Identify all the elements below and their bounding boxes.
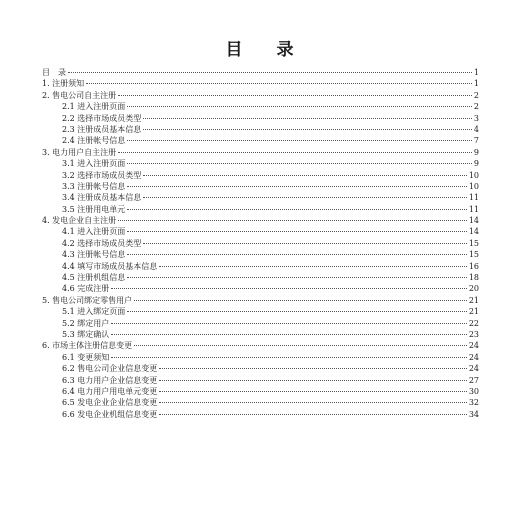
toc-dot-leader — [127, 163, 472, 164]
toc-entry-text: 2.4 注册帐号信息 — [62, 136, 126, 146]
toc-entry-text: 6.2 售电公司企业信息变更 — [62, 364, 158, 374]
toc-entry[interactable] — [42, 340, 479, 351]
toc-dot-leader — [159, 402, 467, 403]
toc-dot-leader — [86, 83, 472, 84]
toc-dot-leader — [111, 288, 467, 289]
toc-page-number: 21 — [468, 295, 479, 305]
toc-entry[interactable] — [42, 375, 479, 386]
toc-entry[interactable] — [42, 90, 479, 101]
toc-dot-leader — [127, 140, 472, 141]
toc-entry-text: 6. 市场主体注册信息变更 — [42, 341, 133, 351]
toc-page-number: 15 — [468, 250, 479, 260]
toc-page-number: 14 — [468, 216, 479, 226]
table-of-contents — [42, 67, 479, 420]
toc-page-number: 10 — [468, 181, 479, 191]
toc-entry-text: 3.2 选择市场成员类型 — [62, 170, 142, 180]
toc-dot-leader — [118, 152, 472, 153]
toc-entry[interactable] — [42, 272, 479, 283]
toc-dot-leader — [143, 118, 472, 119]
toc-dot-leader — [127, 254, 467, 255]
toc-entry-text: 5.1 进入绑定页面 — [62, 307, 126, 317]
toc-dot-leader — [68, 72, 472, 73]
toc-page-number: 3 — [473, 113, 479, 123]
toc-entry-text: 6.1 变更须知 — [62, 352, 110, 362]
toc-entry-text: 4.4 填写市场成员基本信息 — [62, 261, 158, 271]
toc-entry-text: 4.3 注册帐号信息 — [62, 250, 126, 260]
toc-dot-leader — [127, 106, 472, 107]
toc-dot-leader — [111, 357, 467, 358]
toc-entry[interactable] — [42, 67, 479, 78]
toc-dot-leader — [127, 277, 467, 278]
toc-entry[interactable] — [42, 113, 479, 124]
toc-page-number: 7 — [473, 136, 479, 146]
toc-page-number: 10 — [468, 170, 479, 180]
toc-page-number: 4 — [473, 124, 479, 134]
toc-entry[interactable] — [42, 158, 479, 169]
toc-page-number: 1 — [473, 68, 479, 77]
toc-page-number: 23 — [468, 329, 479, 339]
toc-dot-leader — [111, 323, 467, 324]
toc-dot-leader — [159, 380, 467, 381]
toc-entry[interactable] — [42, 363, 479, 374]
toc-dot-leader — [159, 391, 467, 392]
toc-page-number: 32 — [468, 398, 479, 408]
toc-entry-text: 4.6 完成注册 — [62, 284, 110, 294]
toc-page-number: 24 — [468, 352, 479, 362]
toc-entry-text: 4.5 注册机组信息 — [62, 273, 126, 283]
toc-entry[interactable] — [42, 170, 479, 181]
toc-entry[interactable] — [42, 409, 479, 420]
toc-entry[interactable] — [42, 181, 479, 192]
toc-entry-text: 3.5 注册用电单元 — [62, 204, 126, 214]
toc-entry-text: 2.2 选择市场成员类型 — [62, 113, 142, 123]
toc-dot-leader — [127, 231, 467, 232]
toc-page-number: 34 — [468, 409, 479, 419]
toc-entry-text: 4.2 选择市场成员类型 — [62, 238, 142, 248]
toc-page-number: 15 — [468, 238, 479, 248]
toc-entry-text: 3. 电力用户自主注册 — [42, 147, 117, 157]
toc-entry[interactable] — [42, 318, 479, 329]
toc-dot-leader — [127, 311, 467, 312]
toc-dot-leader — [143, 129, 472, 130]
toc-dot-leader — [159, 266, 467, 267]
toc-dot-leader — [134, 300, 467, 301]
toc-dot-leader — [127, 186, 467, 187]
toc-entry-text: 5.3 绑定确认 — [62, 329, 110, 339]
toc-entry[interactable] — [42, 306, 479, 317]
toc-dot-leader — [159, 368, 467, 369]
toc-entry-text: 4.1 进入注册页面 — [62, 227, 126, 237]
toc-dot-leader — [127, 209, 467, 210]
toc-dot-leader — [143, 243, 467, 244]
toc-page-number: 30 — [468, 386, 479, 396]
toc-entry[interactable] — [42, 78, 479, 89]
toc-entry-text: 2.1 进入注册页面 — [62, 102, 126, 112]
toc-dot-leader — [118, 95, 472, 96]
toc-entry-text: 6.5 发电企业企业信息变更 — [62, 398, 158, 408]
toc-dot-leader — [134, 345, 467, 346]
toc-dot-leader — [143, 197, 467, 198]
toc-page-number: 11 — [468, 204, 479, 214]
toc-page-number: 16 — [468, 261, 479, 271]
toc-page-number: 14 — [468, 227, 479, 237]
toc-dot-leader — [143, 175, 467, 176]
toc-entry-text: 目 录 — [42, 68, 66, 77]
toc-dot-leader — [118, 220, 467, 221]
toc-page-number: 9 — [473, 147, 479, 157]
toc-entry[interactable] — [42, 238, 479, 249]
toc-entry-text: 5.2 绑定用户 — [62, 318, 110, 328]
toc-entry[interactable] — [42, 215, 479, 226]
toc-page-number: 20 — [468, 284, 479, 294]
toc-page-number: 21 — [468, 307, 479, 317]
toc-entry[interactable] — [42, 386, 479, 397]
toc-entry-text: 6.6 发电企业机组信息变更 — [62, 409, 158, 419]
toc-entry-text: 3.4 注册成员基本信息 — [62, 193, 142, 203]
toc-entry-text: 3.1 进入注册页面 — [62, 159, 126, 169]
toc-page-number: 22 — [468, 318, 479, 328]
toc-dot-leader — [159, 414, 467, 415]
toc-entry[interactable] — [42, 124, 479, 135]
toc-entry[interactable] — [42, 204, 479, 215]
toc-entry[interactable] — [42, 352, 479, 363]
toc-entry[interactable] — [42, 261, 479, 272]
toc-entry[interactable] — [42, 295, 479, 306]
toc-entry-text: 3.3 注册帐号信息 — [62, 181, 126, 191]
toc-entry-text: 6.3 电力用户企业信息变更 — [62, 375, 158, 385]
toc-page-number: 2 — [473, 90, 479, 100]
toc-page-number: 24 — [468, 364, 479, 374]
toc-entry[interactable] — [42, 397, 479, 408]
toc-entry[interactable] — [42, 147, 479, 158]
toc-page-number: 2 — [473, 102, 479, 112]
toc-page-number: 24 — [468, 341, 479, 351]
toc-entry[interactable] — [42, 226, 479, 237]
toc-entry-text: 2. 售电公司自主注册 — [42, 90, 117, 100]
toc-entry[interactable] — [42, 283, 479, 294]
toc-page-number: 1 — [473, 79, 479, 89]
toc-entry-text: 5. 售电公司绑定零售用户 — [42, 295, 133, 305]
toc-entry-text: 1. 注册须知 — [42, 79, 85, 89]
toc-entry-text: 4. 发电企业自主注册 — [42, 216, 117, 226]
toc-entry[interactable] — [42, 101, 479, 112]
toc-dot-leader — [111, 334, 467, 335]
toc-entry-text: 2.3 注册成员基本信息 — [62, 124, 142, 134]
toc-entry[interactable] — [42, 192, 479, 203]
toc-entry[interactable] — [42, 249, 479, 260]
toc-page-number: 11 — [468, 193, 479, 203]
toc-entry-text: 6.4 电力用户用电单元变更 — [62, 386, 158, 396]
toc-title: 目 录 — [225, 40, 308, 60]
toc-entry[interactable] — [42, 329, 479, 340]
toc-page-number: 27 — [468, 375, 479, 385]
toc-page-number: 18 — [468, 273, 479, 283]
toc-entry[interactable] — [42, 135, 479, 146]
toc-page-number: 9 — [473, 159, 479, 169]
